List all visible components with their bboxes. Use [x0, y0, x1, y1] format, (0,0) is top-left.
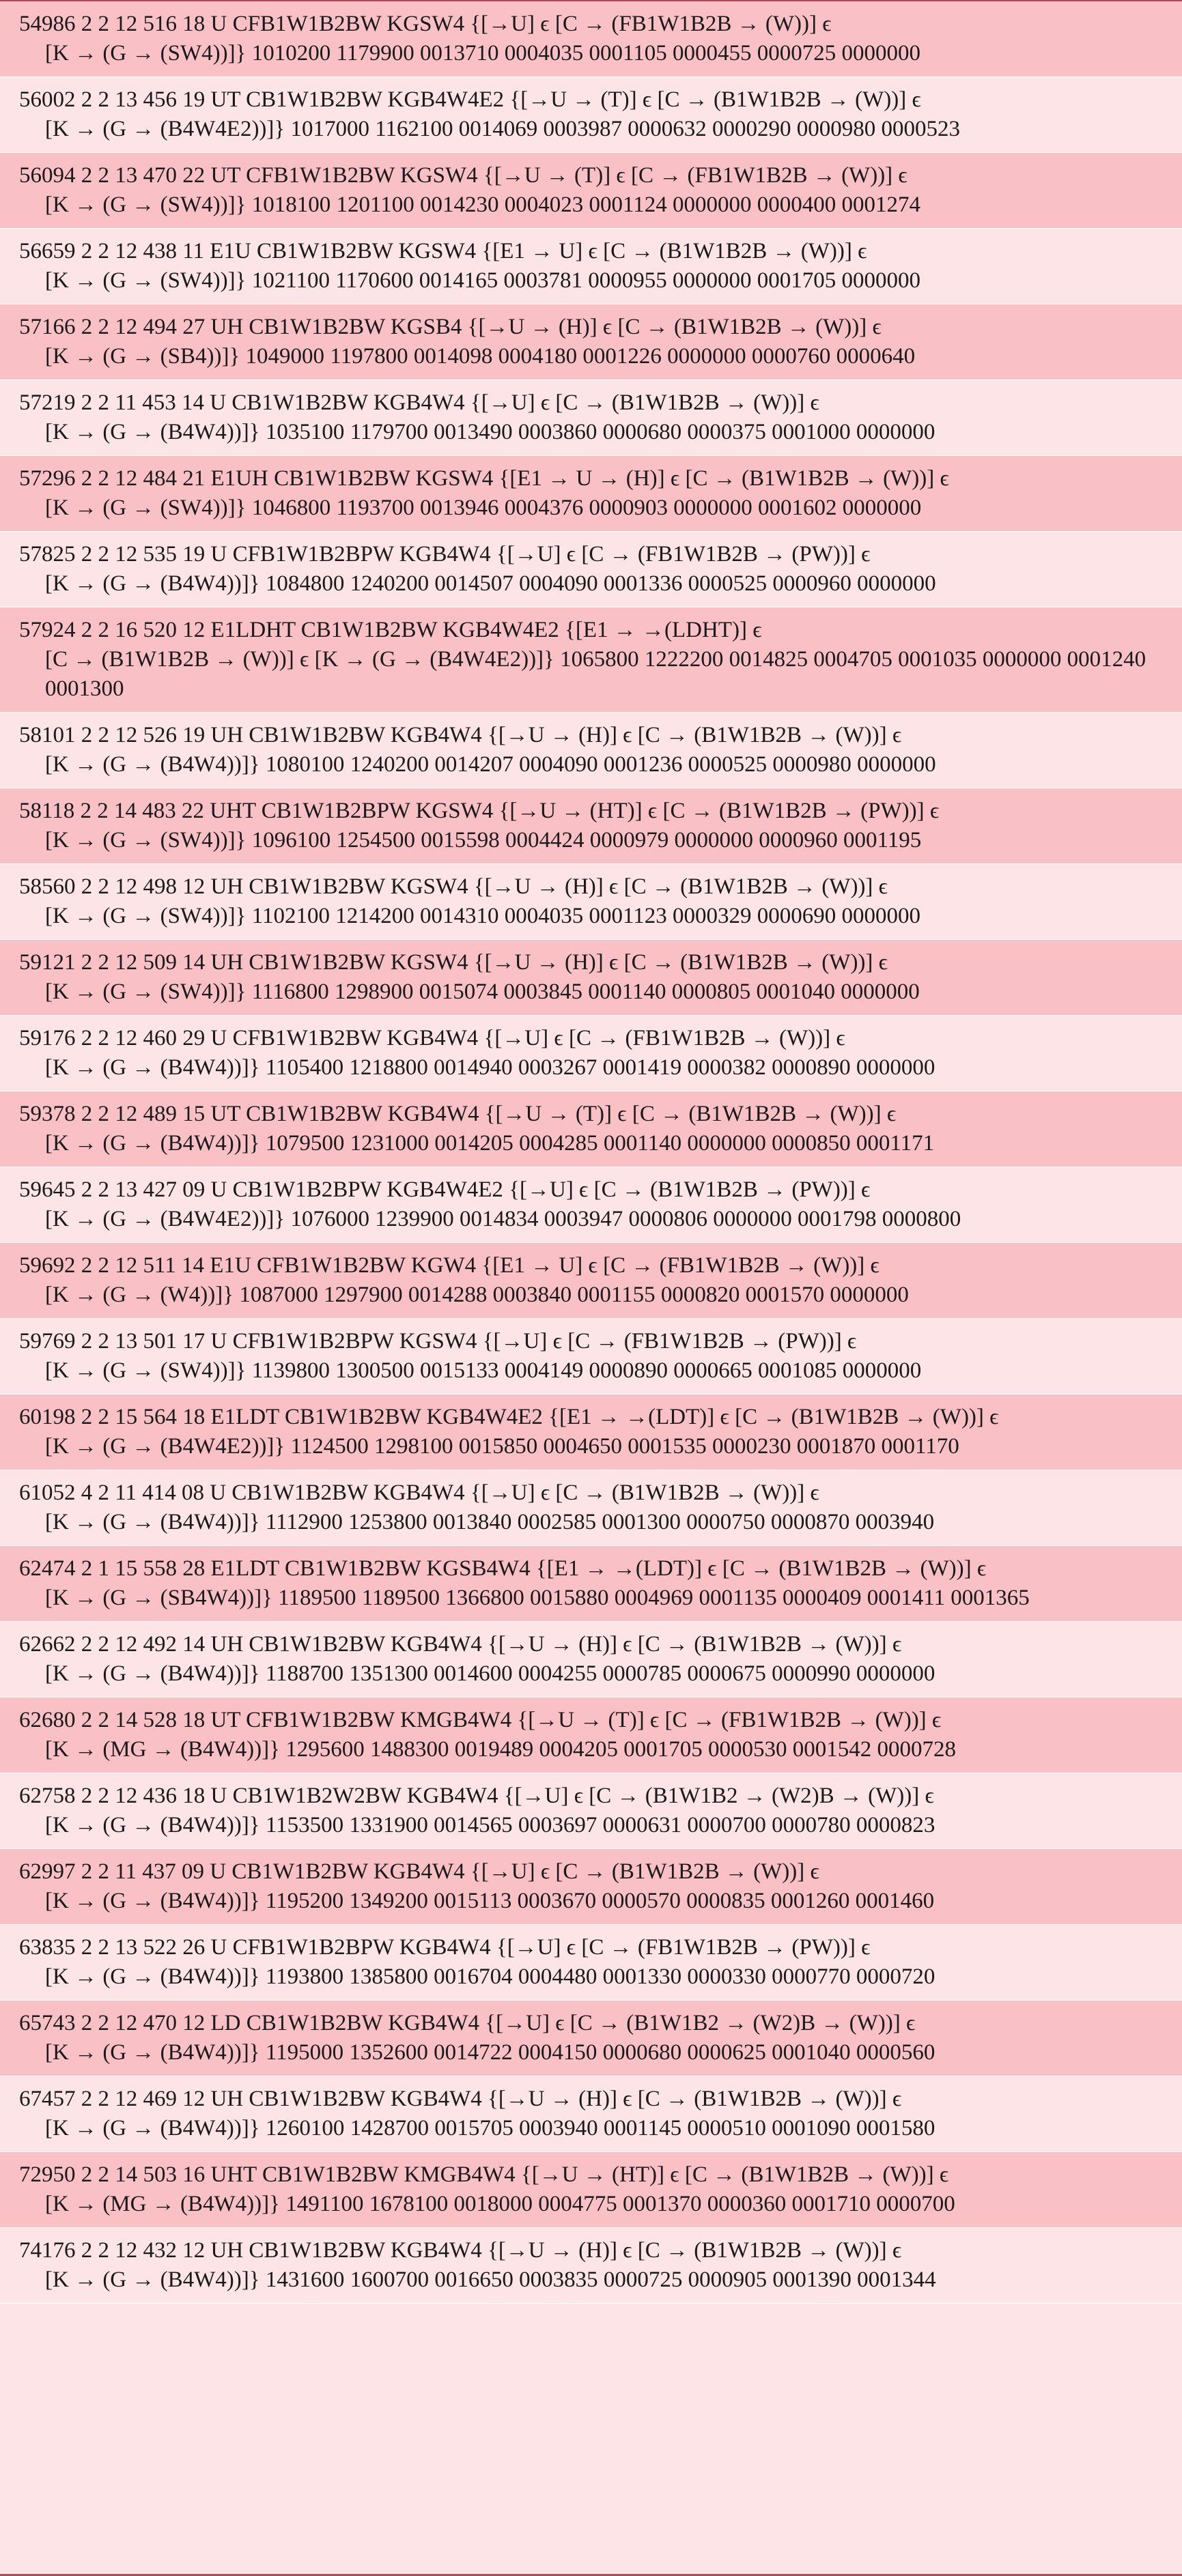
- row-line-1: 57924 2 2 16 520 12 E1LDHT CB1W1B2BW KGB4W4E2 {[E1 → →(LDHT)] ϵ: [19, 618, 762, 642]
- table-row: [0, 1243, 1182, 1319]
- table-row: [0, 380, 1182, 456]
- row-line-1: 72950 2 2 14 503 16 UHT CB1W1B2BW KMGB4W4 {[→U → (HT)] ϵ [C → (B1W1B2B → (W))] ϵ: [19, 2162, 949, 2187]
- row-line-2: [K → (G → (B4W4))]} 1153500 1331900 0014565 0003697 0000631 0000700 0000780 0000823: [45, 1813, 935, 1837]
- table-row: [0, 1091, 1182, 1167]
- row-line-1: 74176 2 2 12 432 12 UH CB1W1B2BW KGB4W4 {[→U → (H)] ϵ [C → (B1W1B2B → (W))] ϵ: [19, 2238, 902, 2263]
- row-line-1: 62758 2 2 12 436 18 U CB1W1B2W2BW KGB4W4 {[→U] ϵ [C → (B1W1B2 → (W2)B → (W))] ϵ: [19, 1784, 934, 1808]
- table-row: [0, 153, 1182, 229]
- row-line-1: 63835 2 2 13 522 26 U CFB1W1B2BPW KGB4W4 {[→U] ϵ [C → (FB1W1B2B → (PW))] ϵ: [19, 1935, 871, 1960]
- row-line-2: [K → (G → (SW4))]} 1046800 1193700 0013946 0004376 0000903 0000000 0001602 0000000: [45, 496, 922, 520]
- table-row: [0, 1698, 1182, 1773]
- row-line-2: [K → (G → (SW4))]} 1010200 1179900 0013710 0004035 0001105 0000455 0000725 0000000: [45, 41, 920, 66]
- row-line-2: [K → (G → (B4W4))]} 1084800 1240200 0014507 0004090 0001336 0000525 0000960 0000000: [45, 571, 936, 596]
- row-line-2: [K → (G → (B4W4))]} 1195200 1349200 0015113 0003670 0000570 0000835 0001260 0001460: [45, 1889, 935, 1913]
- row-line-2: [K → (G → (B4W4E2))]} 1017000 1162100 0014069 0003987 0000632 0000290 0000980 0000523: [45, 117, 961, 141]
- table-row: [0, 1546, 1182, 1622]
- row-line-2: [K → (G → (B4W4))]} 1260100 1428700 0015705 0003940 0001145 0000510 0001090 0001580: [45, 2116, 935, 2141]
- row-line-1: 59121 2 2 12 509 14 UH CB1W1B2BW KGSW4 {[→U → (H)] ϵ [C → (B1W1B2B → (W))] ϵ: [19, 950, 888, 975]
- row-line-2: [K → (G → (B4W4))]} 1188700 1351300 0014600 0004255 0000785 0000675 0000990 0000000: [45, 1661, 935, 1686]
- table-row: [0, 940, 1182, 1016]
- table-row: [0, 1394, 1182, 1470]
- row-line-1: 58101 2 2 12 526 19 UH CB1W1B2BW KGB4W4 {[→U → (H)] ϵ [C → (B1W1B2B → (W))] ϵ: [19, 723, 902, 747]
- row-line-1: 65743 2 2 12 470 12 LD CB1W1B2BW KGB4W4 {[→U] ϵ [C → (B1W1B2 → (W2)B → (W))] ϵ: [19, 2011, 916, 2035]
- row-line-2: [K → (G → (SW4))]} 1096100 1254500 0015598 0004424 0000979 0000000 0000960 0001195: [45, 828, 922, 853]
- row-line-2: [K → (G → (SW4))]} 1021100 1170600 0014165 0003781 0000955 0000000 0001705 0000000: [45, 268, 920, 293]
- table-row: [0, 77, 1182, 153]
- row-line-1: 56094 2 2 13 470 22 UT CFB1W1B2BW KGSW4 {[→U → (T)] ϵ [C → (FB1W1B2B → (W))] ϵ: [19, 163, 907, 188]
- row-line-1: 57166 2 2 12 494 27 UH CB1W1B2BW KGSB4 {[→U → (H)] ϵ [C → (B1W1B2B → (W))] ϵ: [19, 315, 882, 339]
- row-line-1: 62997 2 2 11 437 09 U CB1W1B2BW KGB4W4 {[→U] ϵ [C → (B1W1B2B → (W))] ϵ: [19, 1859, 819, 1884]
- row-line-2: [C → (B1W1B2B → (W))] ϵ [K → (G → (B4W4E2))]} 1065800 1222200 0014825 0004705 0001035 0000000 0001240 0001300: [45, 647, 1146, 701]
- row-line-2: [K → (G → (B4W4))]} 1105400 1218800 0014940 0003267 0001419 0000382 0000890 0000000: [45, 1055, 935, 1080]
- table-row: [0, 1, 1182, 77]
- row-line-2: [K → (G → (B4W4))]} 1431600 1600700 0016650 0003835 0000725 0000905 0001390 0001344: [45, 2267, 936, 2292]
- row-line-1: 62474 2 1 15 558 28 E1LDT CB1W1B2BW KGSB4W4 {[E1 → →(LDT)] ϵ [C → (B1W1B2B → (W))] ϵ: [19, 1556, 987, 1581]
- table-row: [0, 713, 1182, 788]
- row-line-1: 61052 4 2 11 414 08 U CB1W1B2BW KGB4W4 {[→U] ϵ [C → (B1W1B2B → (W))] ϵ: [19, 1480, 819, 1505]
- row-line-2: [K → (G → (B4W4))]} 1112900 1253800 0013840 0002585 0001300 0000750 0000870 0003940: [45, 1510, 935, 1534]
- row-line-2: [K → (G → (B4W4))]} 1079500 1231000 0014205 0004285 0001140 0000000 0000850 0001171: [45, 1131, 935, 1156]
- row-line-1: 62680 2 2 14 528 18 UT CFB1W1B2BW KMGB4W4 {[→U → (T)] ϵ [C → (FB1W1B2B → (W))] ϵ: [19, 1708, 942, 1732]
- row-line-1: 56002 2 2 13 456 19 UT CB1W1B2BW KGB4W4E2 {[→U → (T)] ϵ [C → (B1W1B2B → (W))] ϵ: [19, 87, 921, 112]
- row-line-1: 59769 2 2 13 501 17 U CFB1W1B2BPW KGSW4 {[→U] ϵ [C → (FB1W1B2B → (PW))] ϵ: [19, 1329, 857, 1354]
- table-row: [0, 864, 1182, 940]
- row-line-1: 56659 2 2 12 438 11 E1U CB1W1B2BW KGSW4 {[E1 → U] ϵ [C → (B1W1B2B → (W))] ϵ: [19, 239, 867, 263]
- table-row: [0, 2001, 1182, 2076]
- table-row: [0, 1925, 1182, 2001]
- row-line-2: [K → (G → (SB4W4))]} 1189500 1189500 1366800 0015880 0004969 0001135 0000409 0001411 0001365: [45, 1586, 1030, 1610]
- row-line-2: [K → (G → (SW4))]} 1018100 1201100 0014230 0004023 0001124 0000000 0000400 0001274: [45, 192, 920, 217]
- table-row: [0, 1319, 1182, 1394]
- table-row: [0, 1773, 1182, 1849]
- row-line-2: [K → (G → (B4W4))]} 1035100 1179700 0013490 0003860 0000680 0000375 0001000 0000000: [45, 420, 935, 444]
- table-row: [0, 229, 1182, 304]
- row-line-1: 58118 2 2 14 483 22 UHT CB1W1B2BPW KGSW4 {[→U → (HT)] ϵ [C → (B1W1B2B → (PW))] ϵ: [19, 799, 940, 823]
- row-line-1: 59378 2 2 12 489 15 UT CB1W1B2BW KGB4W4 {[→U → (T)] ϵ [C → (B1W1B2B → (W))] ϵ: [19, 1102, 897, 1126]
- row-line-2: [K → (G → (W4))]} 1087000 1297900 0014288 0003840 0001155 0000820 0001570 0000000: [45, 1283, 909, 1307]
- row-line-1: 67457 2 2 12 469 12 UH CB1W1B2BW KGB4W4 {[→U → (H)] ϵ [C → (B1W1B2B → (W))] ϵ: [19, 2087, 902, 2111]
- table-row: [0, 1470, 1182, 1546]
- row-line-1: 59176 2 2 12 460 29 U CFB1W1B2BW KGB4W4 {[→U] ϵ [C → (FB1W1B2B → (W))] ϵ: [19, 1026, 845, 1050]
- table-row: [0, 532, 1182, 607]
- table-row: [0, 1622, 1182, 1698]
- row-line-1: 57825 2 2 12 535 19 U CFB1W1B2BPW KGB4W4 {[→U] ϵ [C → (FB1W1B2B → (PW))] ϵ: [19, 542, 871, 567]
- table-row: [0, 788, 1182, 864]
- table-row: [0, 1167, 1182, 1243]
- table-row: [0, 2228, 1182, 2304]
- row-line-1: 60198 2 2 15 564 18 E1LDT CB1W1B2BW KGB4W4E2 {[E1 → →(LDT)] ϵ [C → (B1W1B2B → (W))] ϵ: [19, 1405, 999, 1429]
- row-line-2: [K → (G → (SW4))]} 1102100 1214200 0014310 0004035 0001123 0000329 0000690 0000000: [45, 904, 920, 928]
- row-line-1: 62662 2 2 12 492 14 UH CB1W1B2BW KGB4W4 {[→U → (H)] ϵ [C → (B1W1B2B → (W))] ϵ: [19, 1632, 902, 1657]
- row-line-2: [K → (G → (B4W4))]} 1080100 1240200 0014207 0004090 0001236 0000525 0000980 0000000: [45, 752, 936, 777]
- row-line-2: [K → (MG → (B4W4))]} 1491100 1678100 0018000 0004775 0001370 0000360 0001710 0000700: [45, 2192, 955, 2216]
- table-row: [0, 2076, 1182, 2152]
- table-row: [0, 2152, 1182, 2228]
- row-line-1: 58560 2 2 12 498 12 UH CB1W1B2BW KGSW4 {[→U → (H)] ϵ [C → (B1W1B2B → (W))] ϵ: [19, 874, 888, 899]
- table-row: [0, 304, 1182, 380]
- row-line-1: 57219 2 2 11 453 14 U CB1W1B2BW KGB4W4 {[→U] ϵ [C → (B1W1B2B → (W))] ϵ: [19, 390, 819, 415]
- row-line-1: 54986 2 2 12 516 18 U CFB1W1B2BW KGSW4 {[→U] ϵ [C → (FB1W1B2B → (W))] ϵ: [19, 12, 832, 36]
- row-line-2: [K → (G → (B4W4))]} 1195000 1352600 0014722 0004150 0000680 0000625 0001040 0000560: [45, 2040, 935, 2065]
- row-line-2: [K → (G → (B4W4))]} 1193800 1385800 0016704 0004480 0001330 0000330 0000770 0000720: [45, 1964, 935, 1989]
- row-line-2: [K → (G → (B4W4E2))]} 1124500 1298100 0015850 0004650 0001535 0000230 0001870 0001170: [45, 1434, 959, 1459]
- row-line-1: 57296 2 2 12 484 21 E1UH CB1W1B2BW KGSW4 {[E1 → U → (H)] ϵ [C → (B1W1B2B → (W))] ϵ: [19, 466, 949, 491]
- row-line-2: [K → (G → (SB4))]} 1049000 1197800 0014098 0004180 0001226 0000000 0000760 0000640: [45, 344, 916, 369]
- row-line-1: 59645 2 2 13 427 09 U CB1W1B2BPW KGB4W4E2 {[→U] ϵ [C → (B1W1B2B → (PW))] ϵ: [19, 1177, 871, 1202]
- table-row: [0, 1849, 1182, 1925]
- row-line-1: 59692 2 2 12 511 14 E1U CFB1W1B2BW KGW4 {[E1 → U] ϵ [C → (FB1W1B2B → (W))] ϵ: [19, 1253, 880, 1278]
- row-line-2: [K → (G → (SW4))]} 1116800 1298900 0015074 0003845 0001140 0000805 0001040 0000000: [45, 979, 920, 1004]
- row-line-2: [K → (G → (SW4))]} 1139800 1300500 0015133 0004149 0000890 0000665 0001085 0000000: [45, 1358, 922, 1383]
- row-line-2: [K → (G → (B4W4E2))]} 1076000 1239900 0014834 0003947 0000806 0000000 0001798 0000800: [45, 1207, 961, 1231]
- table-row: [0, 607, 1182, 713]
- row-line-2: [K → (MG → (B4W4))]} 1295600 1488300 0019489 0004205 0001705 0000530 0001542 0000728: [45, 1737, 956, 1762]
- table-row: [0, 456, 1182, 532]
- table-row: [0, 1016, 1182, 1091]
